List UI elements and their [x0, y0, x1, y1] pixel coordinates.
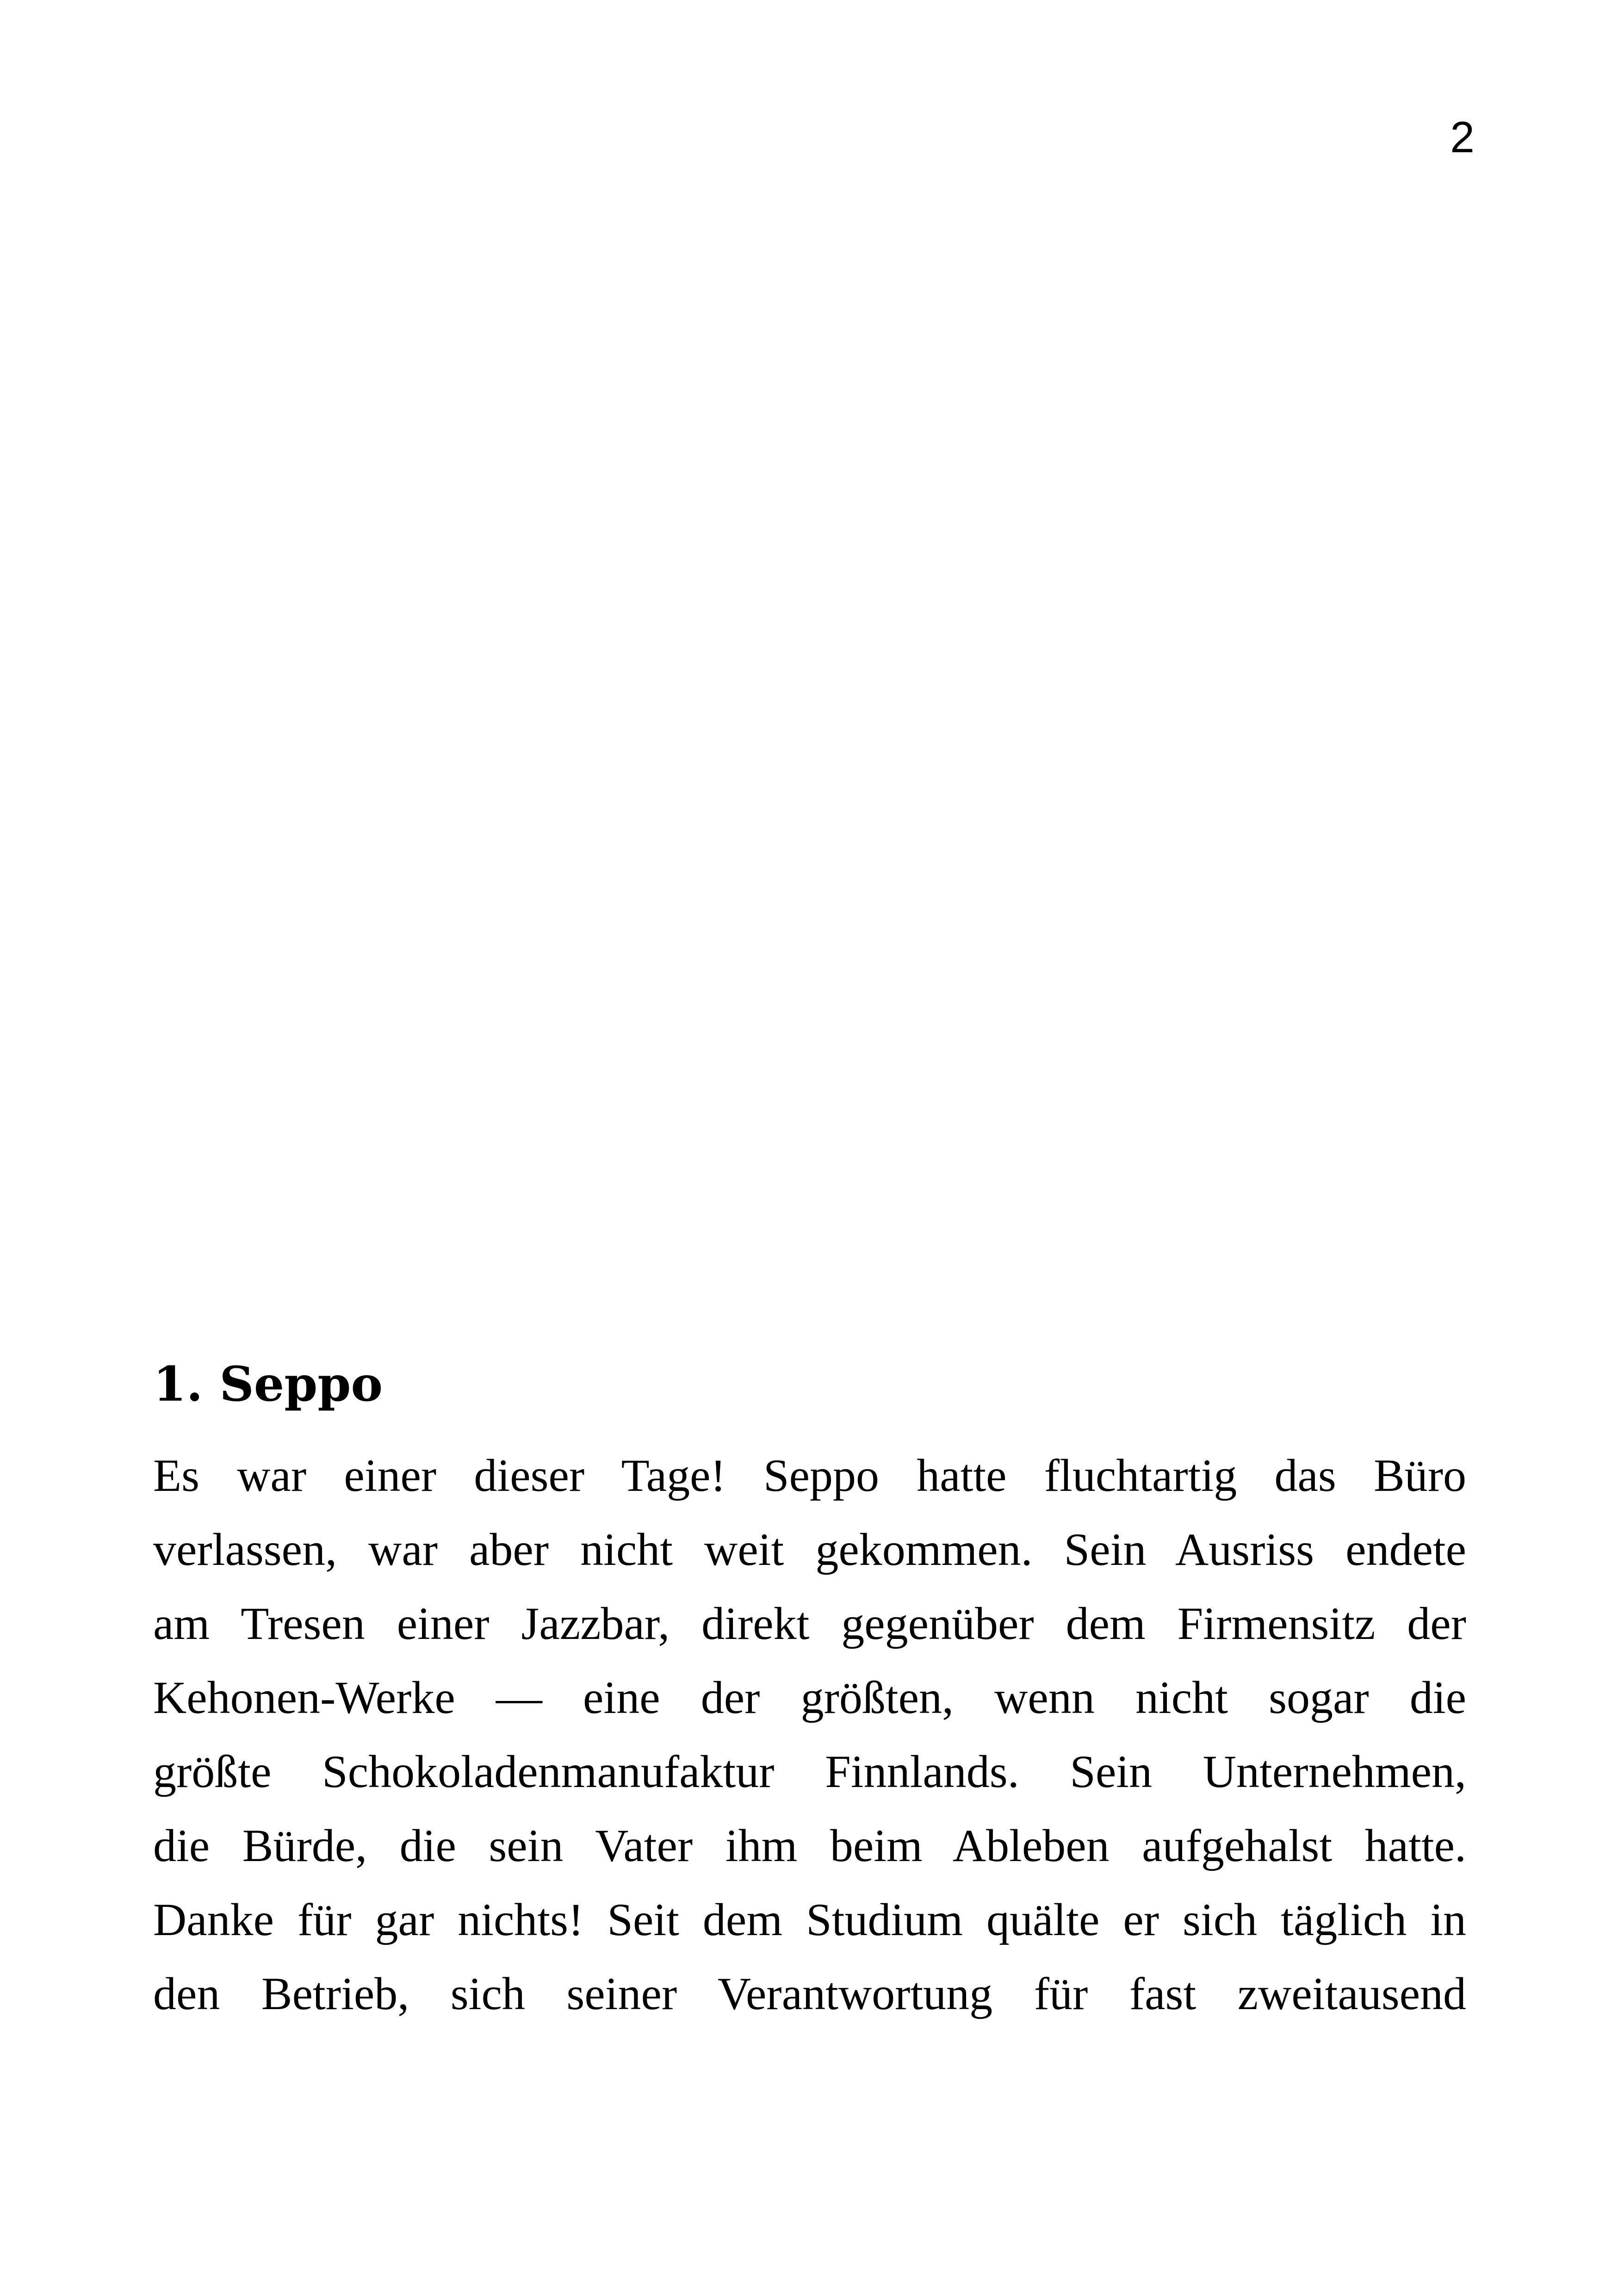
body-text-line: am Tresen einer Jazzbar, direkt gegenüber dem Firmensitz der	[153, 1597, 1466, 1649]
body-text-line: verlassen, war aber nicht weit gekommen. Sein Ausriss endete	[153, 1523, 1466, 1575]
body-text-line: den Betrieb, sich seiner Verantwortung für fast zweitausend	[153, 1967, 1466, 2019]
chapter-body-text	[153, 1439, 1466, 2031]
body-text-line: Danke für gar nichts! Seit dem Studium quälte er sich täglich in	[153, 1893, 1466, 1945]
body-text-line: Kehonen-Werke — eine der größten, wenn nicht sogar die	[153, 1671, 1466, 1723]
body-text-line: größte Schokoladenmanufaktur Finnlands. Sein Unternehmen,	[153, 1745, 1466, 1797]
page-number: 2	[1450, 113, 1475, 162]
body-text-line: Es war einer dieser Tage! Seppo hatte fluchtartig das Büro	[153, 1449, 1466, 1501]
chapter-title: 1. Seppo	[153, 1356, 383, 1412]
chapter-section	[153, 1356, 1466, 2031]
body-text-line: die Bürde, die sein Vater ihm beim Ableben aufgehalst hatte.	[153, 1819, 1466, 1871]
